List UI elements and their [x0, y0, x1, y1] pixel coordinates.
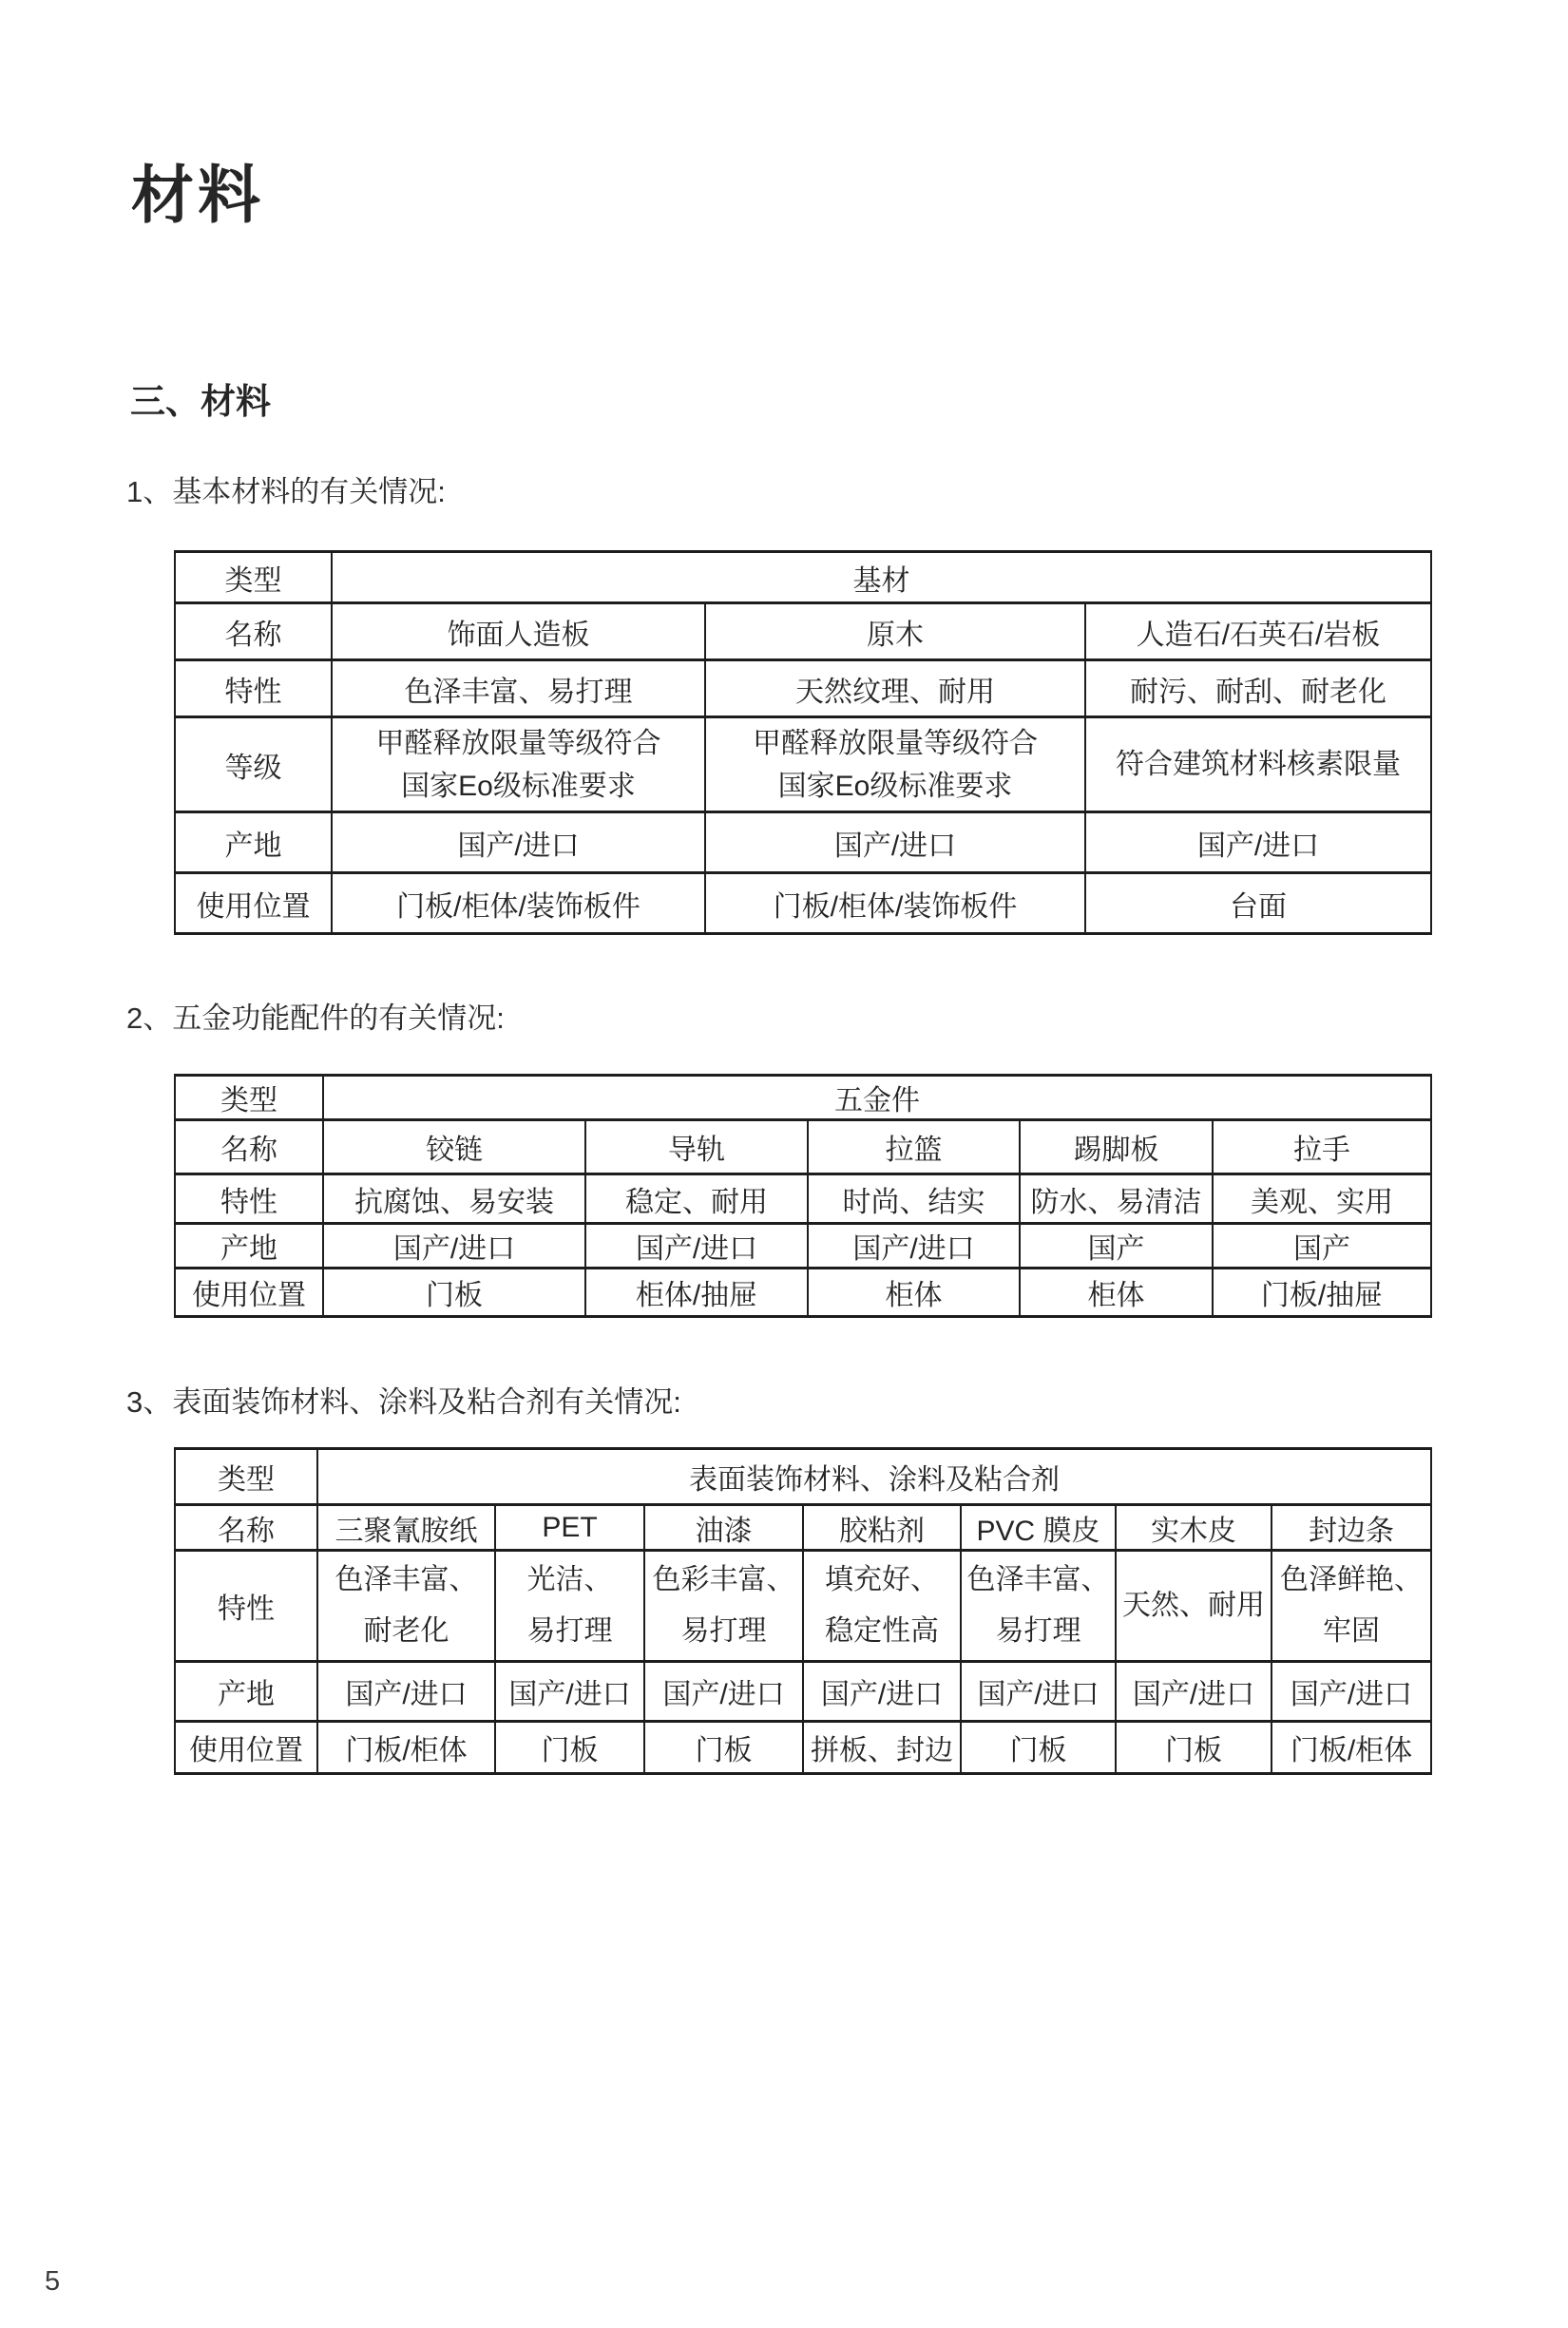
table-cell: 人造石/石英石/岩板 — [1085, 603, 1431, 660]
table-cell: 拉手 — [1213, 1120, 1431, 1174]
table-cell: 国产/进口 — [1085, 812, 1431, 873]
row-label-cell: 使用位置 — [175, 873, 332, 934]
table-cell — [961, 1551, 1116, 1662]
row-label-cell: 等级 — [175, 717, 332, 812]
table-cell — [644, 1551, 803, 1662]
table-row — [175, 873, 1431, 934]
table-cell: 国产 — [1020, 1224, 1213, 1269]
table-row — [175, 660, 1431, 717]
list-item-hardware: 2、五金功能配件的有关情况: — [126, 1002, 505, 1035]
table-cell: 导轨 — [585, 1120, 808, 1174]
table-cell: 封边条 — [1272, 1505, 1431, 1551]
table-cell: 踢脚板 — [1020, 1120, 1213, 1174]
table-cell: 门板 — [1116, 1722, 1272, 1774]
table-cell: 美观、实用 — [1213, 1174, 1431, 1224]
page-title: 材料 — [131, 160, 264, 230]
cell-line: 耐老化 — [363, 1615, 449, 1647]
table-cell: 门板/柜体 — [317, 1722, 495, 1774]
table-cell — [1085, 717, 1431, 812]
table-row — [175, 1224, 1431, 1269]
row-label-cell: 使用位置 — [175, 1269, 323, 1317]
table-cell: 国产/进口 — [332, 812, 705, 873]
section-heading: 三、材料 — [130, 382, 271, 421]
table-cell: 表面装饰材料、涂料及粘合剂 — [317, 1449, 1431, 1505]
table-cell: 稳定、耐用 — [585, 1174, 808, 1224]
table-cell — [705, 717, 1085, 812]
cell-line: 牢固 — [1323, 1615, 1380, 1647]
table-row — [175, 1551, 1431, 1662]
table-cell: 拉篮 — [808, 1120, 1020, 1174]
cell-line: 甲醛释放限量等级符合 — [375, 727, 661, 759]
row-label-cell: 产地 — [175, 812, 332, 873]
table-cell: 国产/进口 — [644, 1662, 803, 1722]
table-row — [175, 1722, 1431, 1774]
cell-line: 色泽丰富、 — [335, 1564, 478, 1595]
table-cell: 门板 — [495, 1722, 644, 1774]
table-cell: 国产/进口 — [317, 1662, 495, 1722]
row-label-cell: 特性 — [175, 1174, 323, 1224]
hardware-table — [174, 1074, 1432, 1318]
table-cell: 基材 — [332, 552, 1431, 603]
row-label-cell: 类型 — [175, 1449, 317, 1505]
table-cell: 时尚、结实 — [808, 1174, 1020, 1224]
table-cell: 柜体/抽屉 — [585, 1269, 808, 1317]
cell-line: 稳定性高 — [825, 1615, 939, 1647]
cell-line: 色泽丰富、 — [966, 1564, 1110, 1595]
row-label-cell: 特性 — [175, 660, 332, 717]
row-label-cell: 使用位置 — [175, 1722, 317, 1774]
table-cell: 国产/进口 — [495, 1662, 644, 1722]
page-number: 5 — [45, 2266, 61, 2297]
table-cell: 国产/进口 — [803, 1662, 961, 1722]
cell-line: 色彩丰富、 — [652, 1564, 795, 1595]
row-label-cell: 产地 — [175, 1662, 317, 1722]
cell-line: 色泽鲜艳、 — [1280, 1564, 1423, 1595]
table-row — [175, 812, 1431, 873]
table-cell: 饰面人造板 — [332, 603, 705, 660]
row-label-cell: 产地 — [175, 1224, 323, 1269]
list-item-surface-materials: 3、表面装饰材料、涂料及粘合剂有关情况: — [126, 1385, 681, 1419]
table-cell: 国产/进口 — [1116, 1662, 1272, 1722]
cell-line: 国家Eo级标准要求 — [777, 770, 1013, 802]
table-cell: 油漆 — [644, 1505, 803, 1551]
table-cell — [803, 1551, 961, 1662]
basic-materials-table — [174, 550, 1432, 935]
table-cell: 国产/进口 — [961, 1662, 1116, 1722]
table-cell: 台面 — [1085, 873, 1431, 934]
table-cell: PET — [495, 1505, 644, 1551]
table-cell: 国产 — [1213, 1224, 1431, 1269]
table-cell: 国产/进口 — [1272, 1662, 1431, 1722]
surface-materials-table — [174, 1447, 1432, 1775]
table-cell: 胶粘剂 — [803, 1505, 961, 1551]
cell-line: 易打理 — [995, 1615, 1081, 1647]
row-label-cell: 名称 — [175, 1505, 317, 1551]
row-label-cell: 特性 — [175, 1551, 317, 1662]
table-cell: 国产/进口 — [585, 1224, 808, 1269]
table-row — [175, 1174, 1431, 1224]
cell-line: 天然、耐用 — [1122, 1590, 1265, 1621]
table-cell: 国产/进口 — [323, 1224, 585, 1269]
table-cell: 门板/柜体/装饰板件 — [705, 873, 1085, 934]
cell-line: 国家Eo级标准要求 — [401, 770, 636, 802]
cell-line: 易打理 — [680, 1615, 767, 1647]
table-cell: 耐污、耐刮、耐老化 — [1085, 660, 1431, 717]
table-cell: PVC 膜皮 — [961, 1505, 1116, 1551]
cell-line: 甲醛释放限量等级符合 — [753, 727, 1038, 759]
table-cell — [332, 717, 705, 812]
table-row — [175, 552, 1431, 603]
table-cell: 门板 — [644, 1722, 803, 1774]
list-item-basic-materials: 1、基本材料的有关情况: — [126, 475, 446, 508]
table-cell: 五金件 — [323, 1076, 1431, 1120]
table-row — [175, 1662, 1431, 1722]
table-cell: 三聚氰胺纸 — [317, 1505, 495, 1551]
row-label-cell: 名称 — [175, 603, 332, 660]
table-cell: 国产/进口 — [705, 812, 1085, 873]
cell-line: 光洁、 — [526, 1564, 613, 1595]
table-cell: 国产/进口 — [808, 1224, 1020, 1269]
table-row — [175, 603, 1431, 660]
row-label-cell: 类型 — [175, 1076, 323, 1120]
table-cell: 门板 — [961, 1722, 1116, 1774]
table-cell: 抗腐蚀、易安装 — [323, 1174, 585, 1224]
table-cell: 铰链 — [323, 1120, 585, 1174]
table-cell: 柜体 — [1020, 1269, 1213, 1317]
table-cell: 门板/抽屉 — [1213, 1269, 1431, 1317]
table-cell — [1116, 1551, 1272, 1662]
table-row — [175, 1120, 1431, 1174]
table-cell: 拼板、封边 — [803, 1722, 961, 1774]
table-cell: 防水、易清洁 — [1020, 1174, 1213, 1224]
table-cell — [1272, 1551, 1431, 1662]
table-cell: 色泽丰富、易打理 — [332, 660, 705, 717]
cell-line: 易打理 — [526, 1615, 613, 1647]
table-row — [175, 1505, 1431, 1551]
table-cell: 天然纹理、耐用 — [705, 660, 1085, 717]
table-row — [175, 717, 1431, 812]
cell-line: 填充好、 — [825, 1564, 939, 1595]
table-cell: 门板 — [323, 1269, 585, 1317]
table-cell: 原木 — [705, 603, 1085, 660]
table-cell: 柜体 — [808, 1269, 1020, 1317]
row-label-cell: 类型 — [175, 552, 332, 603]
table-cell — [317, 1551, 495, 1662]
row-label-cell: 名称 — [175, 1120, 323, 1174]
table-cell — [495, 1551, 644, 1662]
table-row — [175, 1269, 1431, 1317]
table-cell: 门板/柜体/装饰板件 — [332, 873, 705, 934]
table-row — [175, 1449, 1431, 1505]
cell-line: 符合建筑材料核素限量 — [1116, 749, 1402, 780]
table-cell: 实木皮 — [1116, 1505, 1272, 1551]
table-cell: 门板/柜体 — [1272, 1722, 1431, 1774]
table-row — [175, 1076, 1431, 1120]
